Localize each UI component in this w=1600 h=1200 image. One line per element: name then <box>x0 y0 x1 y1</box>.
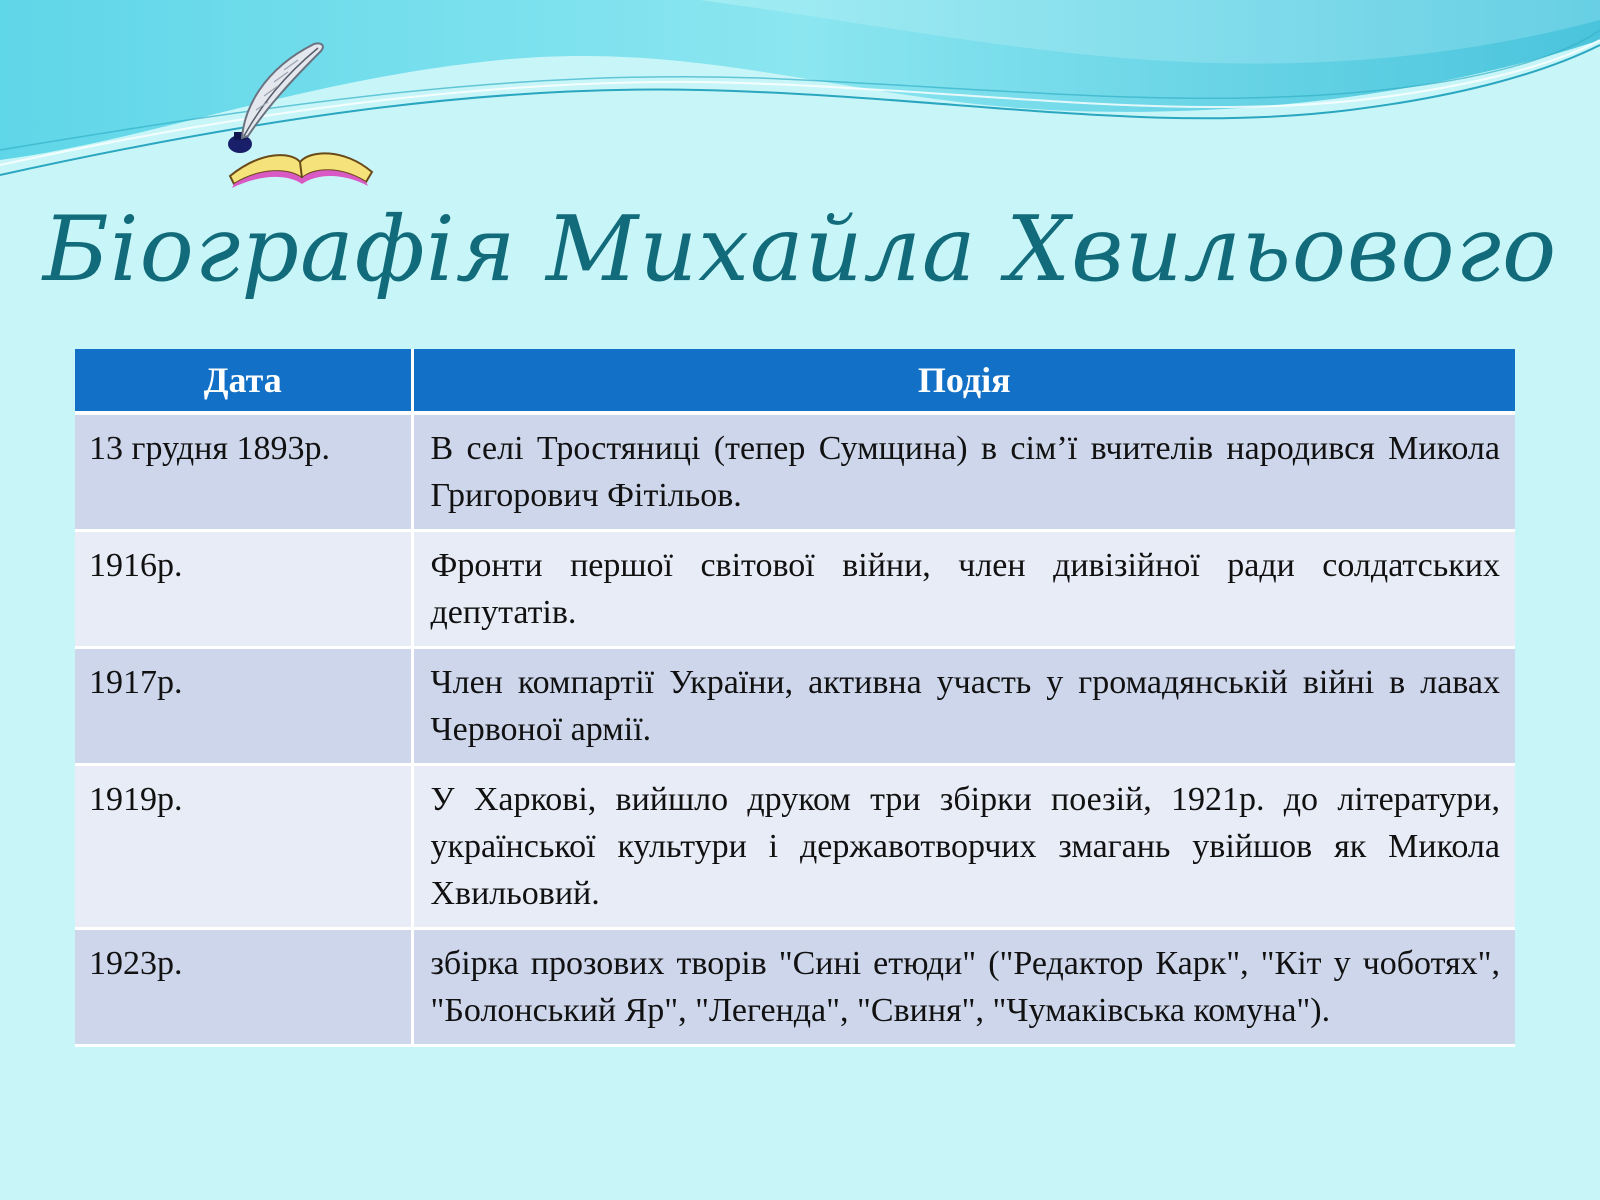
column-header-event: Подія <box>412 349 1515 413</box>
table-row <box>75 765 1515 929</box>
event-cell: У Харкові, вийшло друком три збірки поезій, 1921р. до літератури, української культури і державотворчих змагань увійшов як Микола Хвильовий. <box>412 765 1515 929</box>
date-cell: 1917р. <box>75 648 412 765</box>
table-header-row <box>75 349 1515 413</box>
date-cell: 13 грудня 1893р. <box>75 413 412 531</box>
event-cell: В селі Тростяниці (тепер Сумщина) в сім’ї вчителів народився Микола Григорович Фітільов. <box>412 413 1515 531</box>
quill-and-book-icon <box>222 40 382 190</box>
event-cell: збірка прозових творів "Сині етюди" ("Редактор Карк", "Кіт у чоботях", "Болонський Яр", "Легенда", "Свиня", "Чумаківська комуна"). <box>412 929 1515 1046</box>
table-row <box>75 929 1515 1046</box>
event-cell: Член компартії України, активна участь у громадянській війні в лавах Червоної армії. <box>412 648 1515 765</box>
slide-title: Біографія Михайла Хвильового <box>42 197 1558 302</box>
table-row <box>75 531 1515 648</box>
table-row <box>75 413 1515 531</box>
date-cell: 1916р. <box>75 531 412 648</box>
date-cell: 1923р. <box>75 929 412 1046</box>
event-cell: Фронти першої світової війни, член дивізійної ради солдатських депутатів. <box>412 531 1515 648</box>
biography-table <box>75 349 1515 1047</box>
table-row <box>75 648 1515 765</box>
column-header-date: Дата <box>75 349 412 413</box>
date-cell: 1919р. <box>75 765 412 929</box>
